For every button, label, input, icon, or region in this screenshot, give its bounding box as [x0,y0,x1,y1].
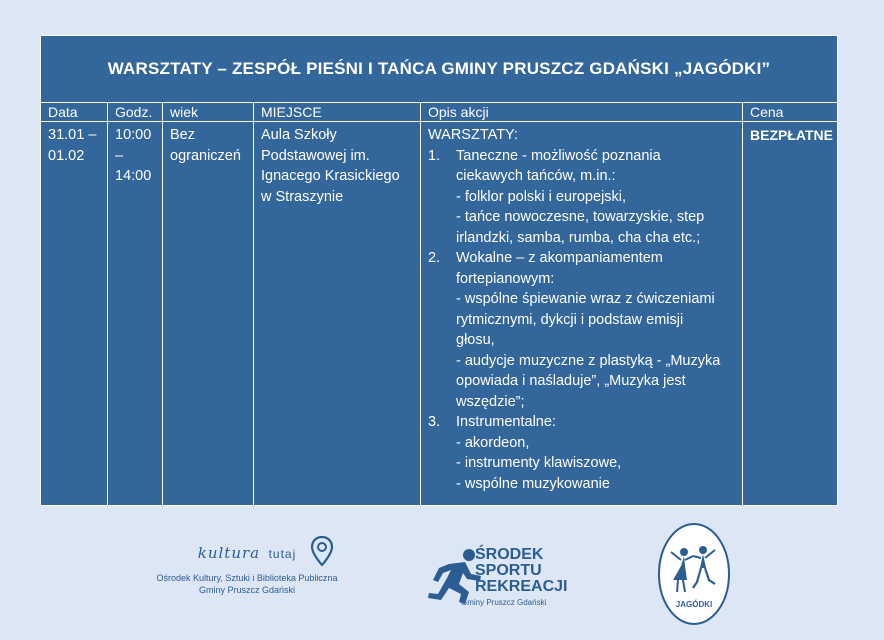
list-number: 1. [428,147,441,164]
list-line: Instrumentalne: [456,414,556,430]
time-end: 14:00 [115,168,152,184]
cell-data [48,125,96,166]
osir-line-3: REKREACJI [475,578,568,595]
age-line-2: ograniczeń [170,147,241,164]
cell-cena: BEZPŁATNE [750,127,833,143]
time-dash: – [115,147,124,164]
osir-line-1: ŚRODEK [475,546,544,563]
list-line: - instrumenty klawiszowe, [456,455,622,471]
osir-text [475,547,567,595]
kultura-line-2: Gminy Pruszcz Gdański [198,585,296,595]
jagodki-logo [657,522,731,626]
place-line-3: Ignacego Krasickiego [261,168,400,184]
column-cena [743,102,837,505]
list-line: Taneczne - możliwość poznania [456,147,661,164]
place-line-4: w Straszynie [261,188,344,205]
osir-gmina: Gminy Pruszcz Gdański [461,598,547,607]
list-line: - tańce nowoczesne, towarzyskie, step [456,209,705,225]
cell-godz [115,125,151,187]
list-line: wszędzie”; [456,393,525,410]
header-wiek: wiek [170,104,199,120]
list-line: - akordeon, [456,434,530,451]
list-line: Wokalne – z akompaniamentem [456,250,663,266]
place-line-2: Podstawowej im. [261,147,370,164]
date-line-1: 31.01 – [48,127,97,143]
jagodki-text: JAGÓDKI [675,600,713,609]
osir-line-2: SPORTU [475,562,542,579]
header-godz: Godz. [115,104,153,120]
kultura-tutaj-text: tutaj [268,547,297,561]
kultura-logo [147,544,347,596]
osir-logo [425,542,568,612]
dancers-emblem-icon [657,522,731,626]
list-item [428,412,740,494]
cell-opis [428,125,740,494]
workshop-heading: WARSZTATY: [428,127,518,143]
map-pin-icon [311,536,333,566]
list-item [428,248,740,412]
kultura-line-1: Ośrodek Kultury, Sztuki i Biblioteka Publiczna [156,573,338,583]
header-miejsce: MIEJSCE [261,104,322,120]
list-line: - folklor polski i europejski, [456,188,627,205]
list-line: - wspólne muzykowanie [456,475,610,492]
header-divider [41,121,837,122]
list-number: 2. [428,250,441,266]
cell-wiek [170,125,241,166]
event-table [40,35,838,506]
kultura-script-text: kultura [197,544,261,562]
table-title: WARSZTATY – ZESPÓŁ PIEŚNI I TAŃCA GMINY PRUSZCZ GDAŃSKI „JAGÓDKI” [41,36,837,103]
date-line-2: 01.02 [48,147,85,164]
time-start: 10:00 [115,127,152,143]
list-item [428,146,740,249]
age-line-1: Bez [170,127,195,143]
workshop-list [428,146,740,495]
header-cena: Cena [750,104,784,120]
list-line: irlandzki, samba, rumba, cha cha etc.; [456,229,701,246]
list-line: ciekawych tańców, m.in.: [456,168,616,184]
list-line: głosu, [456,332,495,348]
place-line-1: Aula Szkoły [261,127,337,143]
list-line: - audycje muzyczne z plastyką - „Muzyka [456,352,721,369]
list-line: - wspólne śpiewanie wraz z ćwiczeniami [456,291,715,307]
cell-miejsce [261,125,400,207]
list-line: opowiada i naśladuje”, „Muzyka jest [456,373,686,389]
list-line: rytmicznymi, dykcji i podstaw emisji [456,311,684,328]
footer-logos [0,506,884,640]
list-line: fortepianowym: [456,270,555,287]
table-grid [41,102,837,505]
list-number: 3. [428,414,441,430]
header-opis: Opis akcji [428,104,489,120]
header-data: Data [48,104,78,120]
